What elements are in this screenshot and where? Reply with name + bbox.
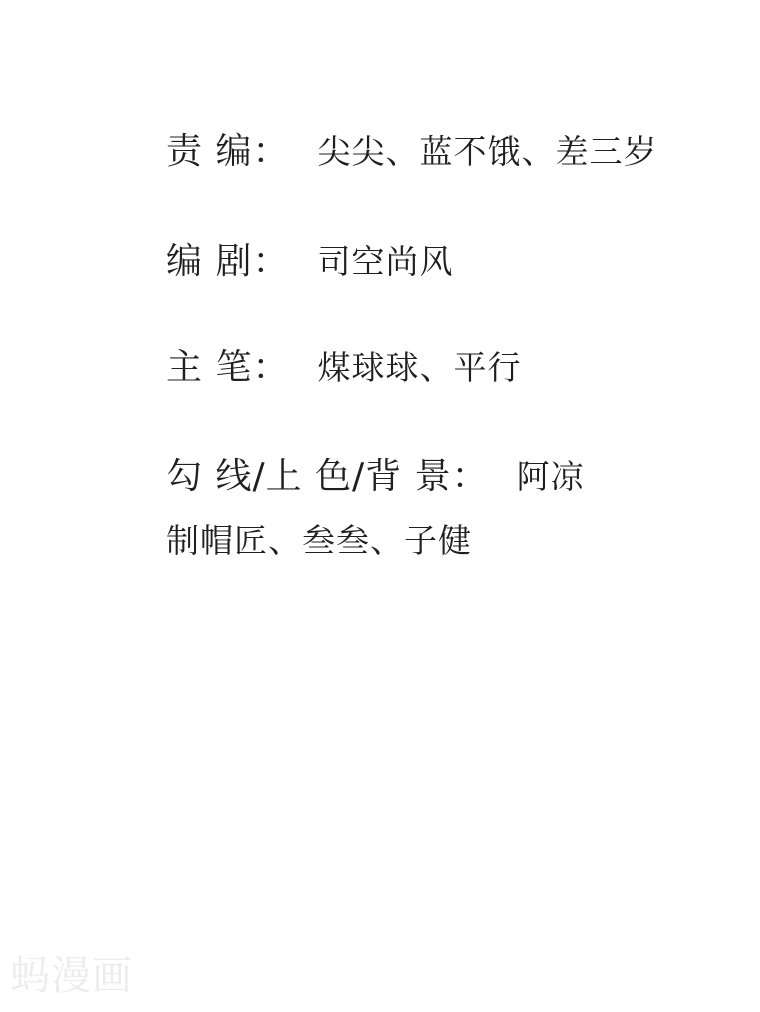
credit-row-responsible-editor — [166, 131, 658, 172]
credit-value: 尖尖、蓝不饿、差三岁 — [317, 132, 658, 171]
credit-value: 司空尚风 — [317, 242, 454, 281]
credit-label: 勾 线/上 色/背 景： — [166, 456, 489, 497]
credit-label: 责 编： — [166, 131, 290, 172]
credit-label: 主 笔： — [166, 347, 290, 388]
credits-block — [166, 131, 658, 560]
credit-label: 编 剧： — [166, 241, 290, 282]
credit-value-continuation: 制帽匠、叁叁、子健 — [166, 521, 472, 560]
credit-value: 煤球球、平行 — [317, 348, 522, 387]
credit-row-screenwriter — [166, 241, 657, 282]
site-watermark: 蚂漫画 — [10, 953, 133, 999]
credit-value: 阿凉 — [516, 457, 585, 496]
credit-row-lead-artist — [166, 347, 657, 388]
credit-row-lineart-color-background — [166, 456, 657, 497]
